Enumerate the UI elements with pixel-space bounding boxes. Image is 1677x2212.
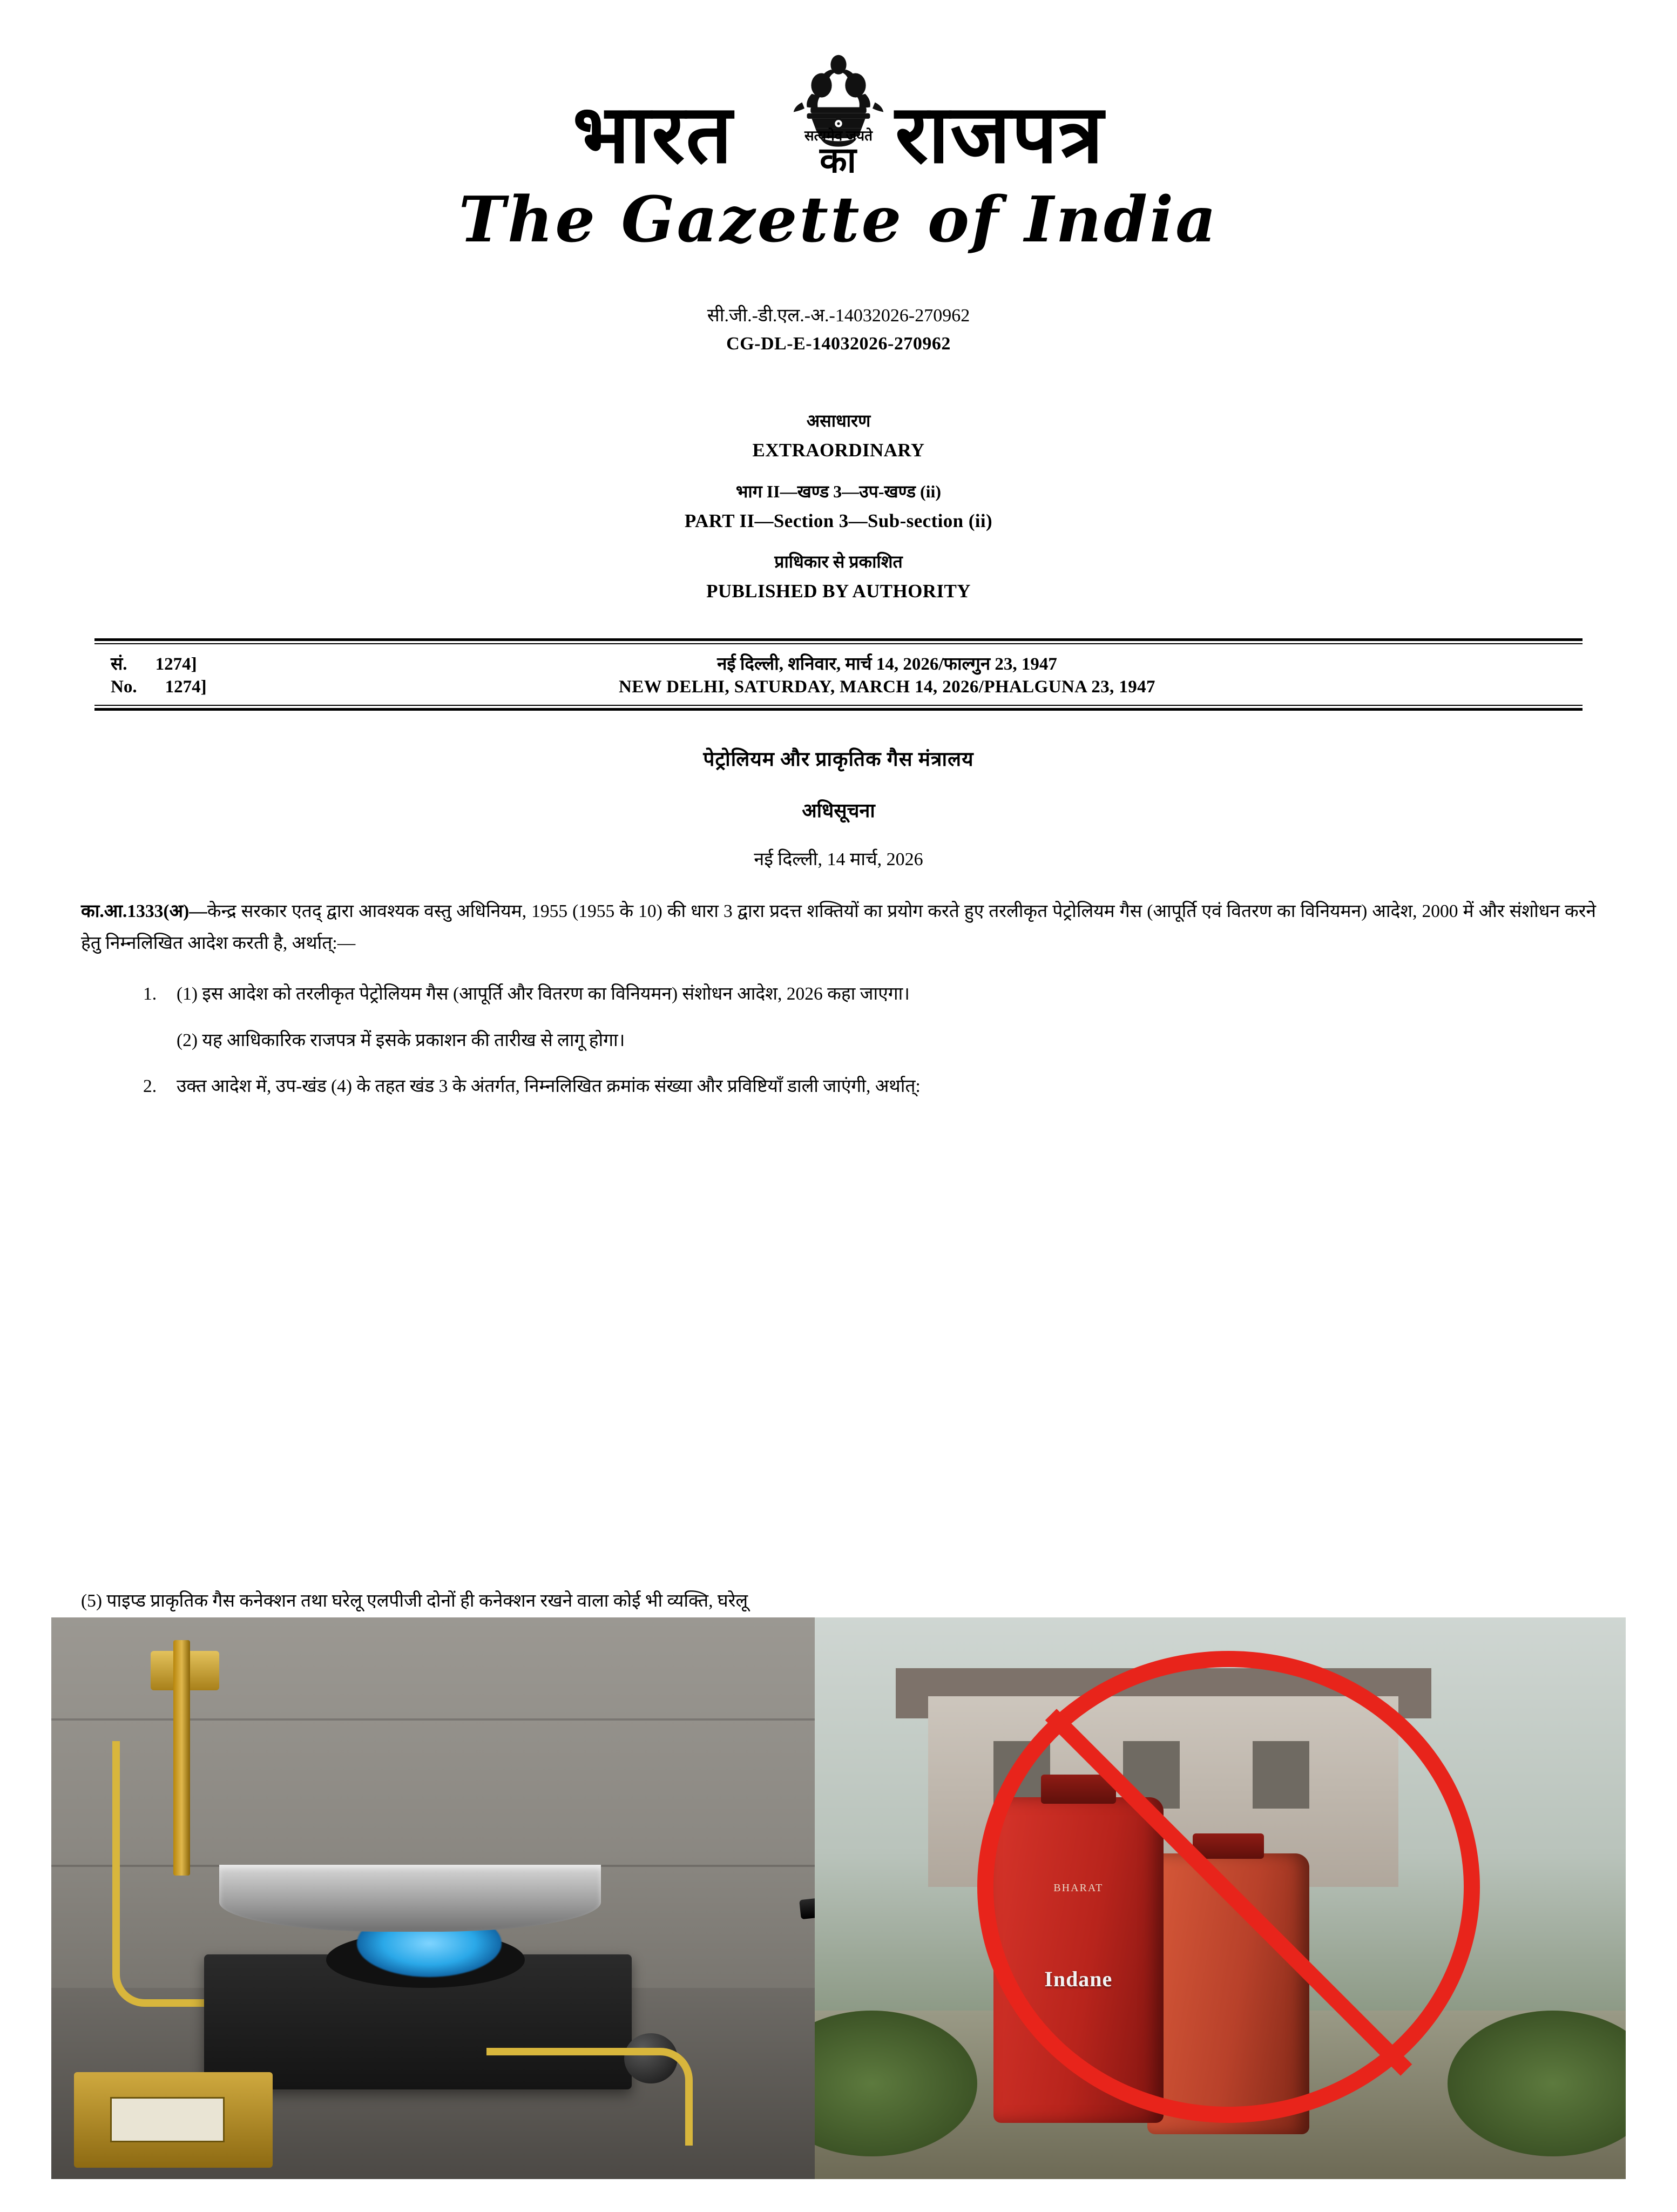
frying-pan — [219, 1865, 601, 1932]
part-section-english: PART II—Section 3—Sub-section (ii) — [684, 510, 993, 531]
issue-rule-top — [94, 638, 1583, 644]
cylinder-brand-small: BHARAT — [1053, 1881, 1104, 1894]
issue-number-value-hindi: 1274] — [155, 654, 197, 674]
gazette-hindi-title — [0, 90, 1677, 180]
issue-row-hindi — [94, 644, 1583, 676]
gazette-hindi-title-ka: का — [820, 141, 857, 180]
notification-heading: अधिसूचना — [802, 799, 875, 821]
png-stove-and-banned-lpg-cylinders-photo — [51, 1617, 1626, 2179]
gas-meter-face — [110, 2097, 225, 2142]
clause-sub-text: (2) यह आधिकारिक राजपत्र में इसके प्रकाशन की तारीख से लागू होगा। — [177, 1030, 625, 1050]
clause-list — [143, 978, 1596, 1103]
clause-marker: 1. — [143, 983, 157, 1004]
issue-row-english — [94, 676, 1583, 705]
extraordinary-hindi: असाधारण — [806, 411, 871, 431]
cylinder-brand-label: Indane — [1044, 1967, 1113, 1992]
gazette-code-hindi: सी.जी.-डी.एल.-अ.-14032026-270962 — [707, 305, 970, 326]
issue-number-value-english: 1274] — [165, 677, 207, 697]
notification-so-number: का.आ.1333(अ)— — [81, 901, 207, 921]
clause-text: (1) इस आदेश को तरलीकृत पेट्रोलियम गैस (आपूर्ति और वितरण का विनियमन) संशोधन आदेश, 2026 कहा जाएगा। — [177, 983, 910, 1004]
extraordinary-english: EXTRAORDINARY — [752, 440, 925, 461]
gazette-code-english: CG-DL-E-14032026-270962 — [726, 334, 951, 354]
clause-item — [143, 1070, 1596, 1103]
gas-meter — [74, 2072, 273, 2168]
extraordinary-block — [0, 407, 1677, 607]
emblem-center-text — [758, 128, 919, 180]
gazette-hindi-title-right: राजपत्र — [895, 90, 1105, 180]
notification-preamble-text: केन्द्र सरकार एतद् द्वारा आवश्यक वस्तु अधिनियम, 1955 (1955 के 10) की धारा 3 द्वारा प्रदत्त शक्तियों का प्रयोग करते हुए तरलीकृत पेट्रोलियम गैस (आपूर्ति एवं वितरण का विनियमन) आदेश, 2000 में और संशोधन करने हेतु निम्नलिखित आदेश करती है, अर्थात्:— — [81, 901, 1596, 954]
ministry-name: पेट्रोलियम और प्राकृतिक गैस मंत्रालय — [703, 748, 974, 771]
notification-trailing-paragraph: (5) पाइप्ड प्राकृतिक गैस कनेक्शन तथा घरेलू एलपीजी दोनों ही कनेक्शन रखने वाला कोई भी व्यक्ति, घरेलू — [81, 1591, 748, 1611]
gazette-code-block — [0, 302, 1677, 359]
issue-no-label-hindi: सं. — [111, 654, 127, 674]
gazette-hindi-title-left: भारत — [572, 90, 733, 180]
photo-lpg-cylinders-scene — [815, 1617, 1626, 2179]
clause-marker: 2. — [143, 1076, 157, 1097]
issue-number-hindi — [94, 651, 256, 675]
notification-date: नई दिल्ली, 14 मार्च, 2026 — [754, 849, 923, 869]
gazette-english-title: The Gazette of India — [458, 183, 1219, 257]
issue-block — [94, 638, 1583, 711]
issue-rule-bottom — [94, 705, 1583, 711]
clause-item — [143, 978, 1596, 1010]
part-section-hindi: भाग II—खण्ड 3—उप-खण्ड (ii) — [735, 481, 942, 501]
photo-png-stove-scene — [51, 1617, 815, 2179]
issue-place-date-hindi: नई दिल्ली, शनिवार, मार्च 14, 2026/फाल्गुन 23, 1947 — [717, 654, 1057, 674]
gas-hose-upper — [112, 1741, 204, 2007]
issue-place-date-english: NEW DELHI, SATURDAY, MARCH 14, 2026/PHALGUNA 23, 1947 — [619, 677, 1155, 697]
notification-preamble — [81, 895, 1596, 960]
issue-number-english — [94, 677, 256, 697]
issue-no-label-english: No. — [111, 677, 137, 697]
emblem-motto: सत्यमेव जयते — [804, 128, 873, 144]
clause-text: उक्त आदेश में, उप-खंड (4) के तहत खंड 3 के अंतर्गत, निम्नलिखित क्रमांक संख्या और प्रविष्टियाँ डाली जाएंगी, अर्थात्: — [177, 1076, 921, 1097]
published-by-authority-hindi: प्राधिकार से प्रकाशित — [774, 552, 903, 572]
gas-hose-lower — [486, 2048, 693, 2145]
published-by-authority-english: PUBLISHED BY AUTHORITY — [706, 581, 971, 602]
masthead — [0, 0, 1677, 257]
